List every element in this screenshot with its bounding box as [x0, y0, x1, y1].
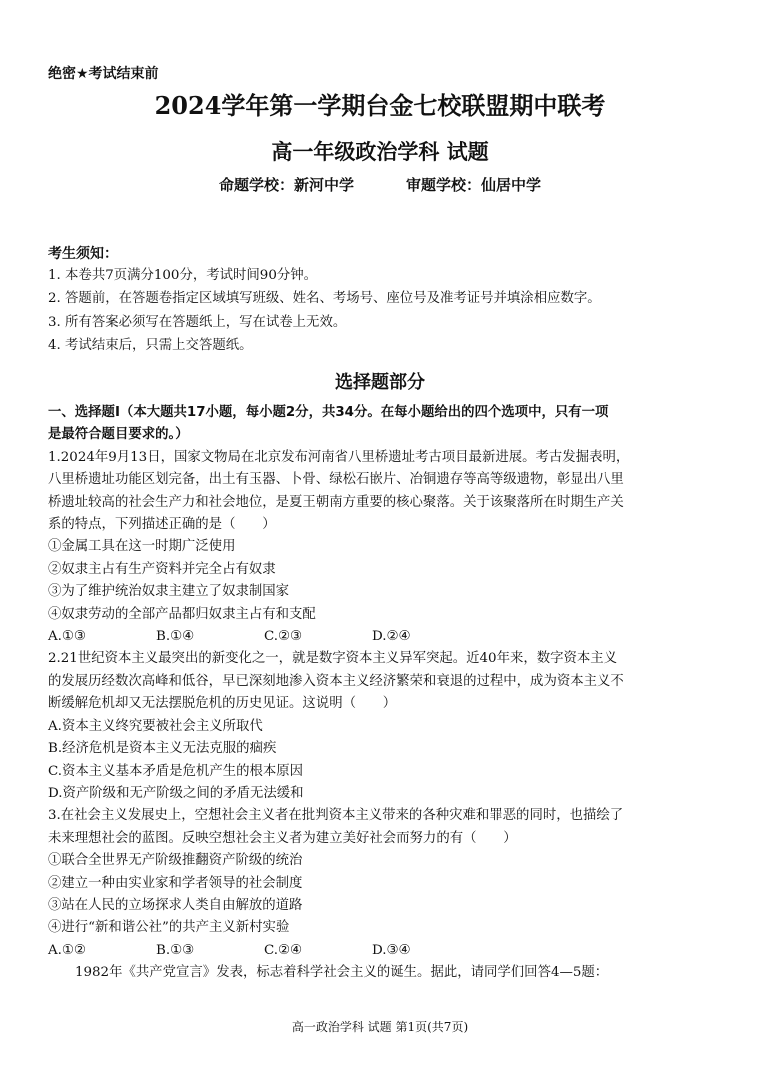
- q3-item: ④进行“新和谐公社”的共产主义新村实验: [48, 920, 290, 936]
- section-instruction-cont: 是最符合题目要求的。）: [48, 427, 189, 443]
- q3-option-b: B.①③: [156, 942, 195, 958]
- q2-stem: 断缓解危机却又无法摆脱危机的历史见证。这说明（ ）: [48, 696, 397, 712]
- section-instruction: 一、选择题Ⅰ（本大题共17小题，每小题2分，共34分。在每小题给出的四个选项中，只有一项: [48, 405, 609, 420]
- notice-heading: 考生须知：: [48, 246, 118, 262]
- q2-option-a: A.资本主义终究要被社会主义所取代: [48, 718, 263, 734]
- q1-stem: 八里桥遗址功能区划完备，出土有玉器、卜骨、绿松石嵌片、冶铜遗存等高等级遗物，彰显出八里: [48, 472, 624, 488]
- q1-option-a: A.①③: [48, 629, 86, 645]
- passage-intro: 1982年《共产党宣言》发表，标志着科学社会主义的诞生。据此，请同学们回答4—5题：: [75, 965, 609, 981]
- notice-item: 2. 答题前，在答题卷指定区域填写班级、姓名、考场号、座位号及准考证号并填涂相应数字。: [48, 291, 601, 307]
- q1-stem: 桥遗址较高的社会生产力和社会地位，是夏王朝南方重要的核心聚落。关于该聚落所在时期生产关: [48, 494, 624, 510]
- q1-item: ③为了维护统治奴隶主建立了奴隶制国家: [48, 584, 290, 600]
- exam-title: 2024学年第一学期台金七校联盟期中联考: [154, 91, 606, 120]
- notice-item: 1. 本卷共7页满分100分，考试时间90分钟。: [48, 268, 318, 283]
- confidential-mark: 绝密★考试结束前: [48, 66, 159, 82]
- page-footer: 高一政治学科 试题 第1页(共7页): [291, 1020, 469, 1034]
- q3-option-a: A.①②: [48, 942, 86, 958]
- q3-option-d: D.③④: [372, 942, 411, 958]
- q1-item: ①金属工具在这一时期广泛使用: [48, 539, 236, 555]
- q1-option-c: C.②③: [264, 629, 303, 645]
- q2-stem: 的发展历经数次高峰和低谷，早已深刻地渗入资本主义经济繁荣和衰退的过程中，成为资本主义不: [48, 673, 624, 689]
- questions: [48, 402, 714, 985]
- q1-stem: 1.2024年9月13日，国家文物局在北京发布河南省八里桥遗址考古项目最新进展。考古发掘表明，: [48, 449, 630, 465]
- q2-option-d: D.资产阶级和无产阶级之间的矛盾无法缓和: [48, 785, 304, 801]
- exam-subtitle: 高一年级政治学科 试题: [271, 139, 489, 164]
- q2-option-b: B.经济危机是资本主义无法克服的痼疾: [48, 741, 277, 757]
- q1-option-b: B.①④: [156, 629, 195, 645]
- school-info: [0, 174, 760, 195]
- q3-item: ②建立一种由实业家和学者领导的社会制度: [48, 875, 303, 891]
- notice-item: 4. 考试结束后，只需上交答题纸。: [48, 337, 253, 353]
- q1-stem: 系的特点，下列描述正确的是（ ）: [48, 517, 276, 533]
- notice-list: [48, 264, 728, 357]
- reviewer-school: 审题学校：仙居中学: [406, 176, 542, 194]
- section-heading: 选择题部分: [335, 372, 425, 393]
- q3-stem: 3.在社会主义发展史上，空想社会主义者在批判资本主义带来的各种灾难和罪恶的同时，也描绘了: [48, 808, 624, 824]
- q3-stem: 未来理想社会的蓝图。反映空想社会主义者为建立美好社会而努力的有（ ）: [48, 830, 517, 846]
- q3-item: ③站在人民的立场探求人类自由解放的道路: [48, 897, 303, 913]
- q1-option-d: D.②④: [372, 629, 411, 645]
- notice-item: 3. 所有答案必须写在答题纸上，写在试卷上无效。: [48, 314, 347, 330]
- q2-stem: 2.21世纪资本主义最突出的新变化之一，就是数字资本主义异军突起。近40年来，数字资本主义: [48, 651, 618, 667]
- q3-options: [48, 940, 714, 962]
- q1-item: ②奴隶主占有生产资料并完全占有奴隶: [48, 561, 276, 577]
- q3-item: ①联合全世界无产阶级推翻资产阶级的统治: [48, 853, 303, 869]
- q2-option-c: C.资本主义基本矛盾是危机产生的根本原因: [48, 763, 304, 779]
- setter-school: 命题学校：新河中学: [218, 176, 354, 194]
- q1-options: [48, 626, 714, 648]
- q1-item: ④奴隶劳动的全部产品都归奴隶主占有和支配: [48, 606, 316, 622]
- q3-option-c: C.②④: [264, 942, 303, 958]
